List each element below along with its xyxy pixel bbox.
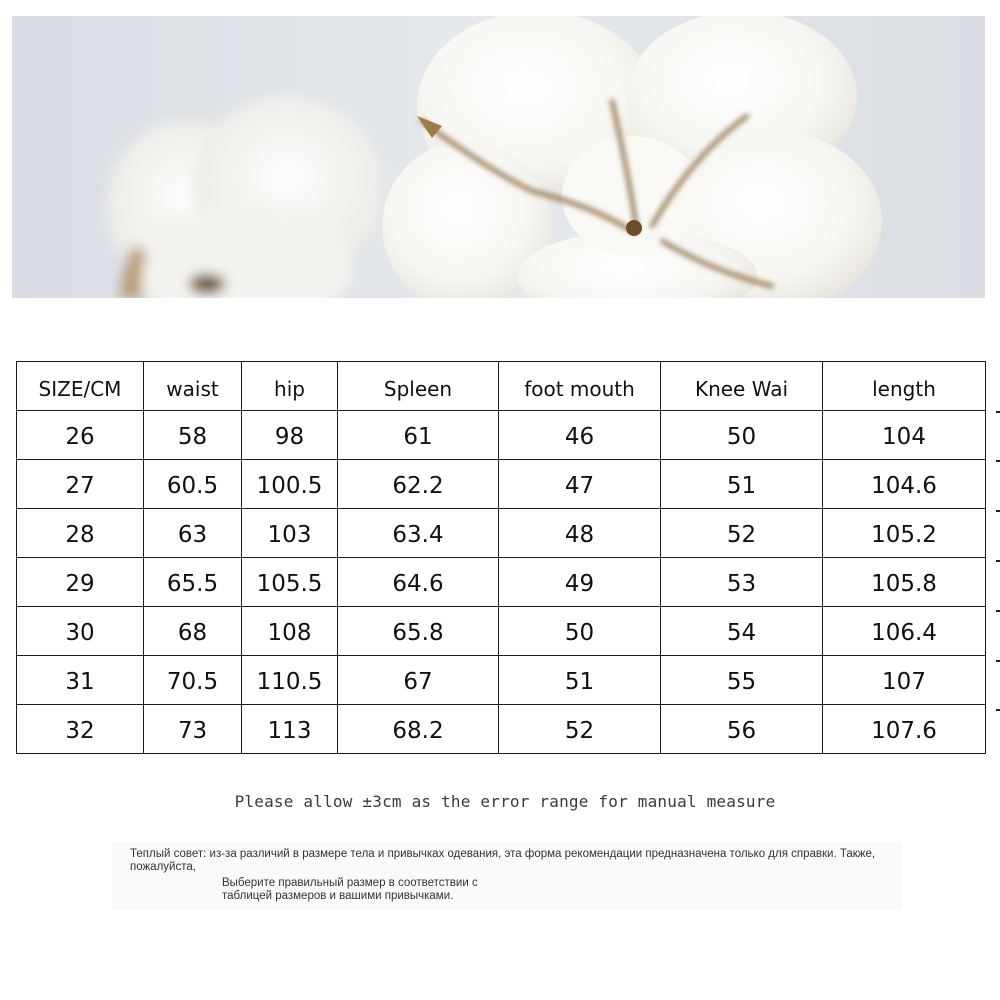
table-cell: 29: [17, 558, 144, 607]
header-waist: waist: [144, 362, 242, 411]
table-header-row: [17, 362, 986, 411]
table-cell: 50: [499, 607, 661, 656]
table-cell: 107.6: [823, 705, 986, 754]
table-cell: 103: [242, 509, 338, 558]
table-cell: 70.5: [144, 656, 242, 705]
table-cell: 105.5: [242, 558, 338, 607]
table-cell: 67: [338, 656, 499, 705]
table-cell: 28: [17, 509, 144, 558]
table-cell: 51: [661, 460, 823, 509]
edge-tick: [996, 460, 1000, 462]
table-cell: 61: [338, 411, 499, 460]
table-row: [17, 656, 986, 705]
header-length: length: [823, 362, 986, 411]
tip-text-line1: Теплый совет: из-за различий в размере тела и привычках одевания, эта форма рекомендации предназначена только для справки. Также, пожалуйста,: [130, 848, 876, 873]
table-cell: 107: [823, 656, 986, 705]
table-cell: 53: [661, 558, 823, 607]
table-cell: 60.5: [144, 460, 242, 509]
table-cell: 63: [144, 509, 242, 558]
size-chart-table: [16, 361, 986, 754]
table-cell: 56: [661, 705, 823, 754]
table-row: [17, 705, 986, 754]
edge-tick: [996, 411, 1000, 413]
table-cell: 27: [17, 460, 144, 509]
table-cell: 108: [242, 607, 338, 656]
edge-tick: [996, 660, 1000, 662]
tip-text-line2b: таблицей размеров и вашими привычками.: [222, 890, 454, 902]
table-cell: 47: [499, 460, 661, 509]
table-cell: 50: [661, 411, 823, 460]
edge-tick: [996, 560, 1000, 562]
table-cell: 105.8: [823, 558, 986, 607]
main-cotton-boll: [382, 16, 882, 298]
table-cell: 64.6: [338, 558, 499, 607]
table-cell: 113: [242, 705, 338, 754]
table-cell: 46: [499, 411, 661, 460]
table-cell: 51: [499, 656, 661, 705]
edge-tick: [996, 510, 1000, 512]
table-cell: 54: [661, 607, 823, 656]
table-cell: 104.6: [823, 460, 986, 509]
table-cell: 104: [823, 411, 986, 460]
edge-tick: [996, 610, 1000, 612]
table-row: [17, 558, 986, 607]
table-cell: 62.2: [338, 460, 499, 509]
table-cell: 48: [499, 509, 661, 558]
header-foot-mouth: foot mouth: [499, 362, 661, 411]
table-row: [17, 607, 986, 656]
tip-text-line2a: Выберите правильный размер в соответствии с: [222, 877, 478, 889]
table-row: [17, 411, 986, 460]
table-row: [17, 460, 986, 509]
header-spleen: Spleen: [338, 362, 499, 411]
table-cell: 26: [17, 411, 144, 460]
table-cell: 100.5: [242, 460, 338, 509]
table-cell: 105.2: [823, 509, 986, 558]
table-cell: 98: [242, 411, 338, 460]
header-knee: Knee Wai: [661, 362, 823, 411]
table-cell: 52: [499, 705, 661, 754]
table-cell: 68: [144, 607, 242, 656]
header-size: SIZE/CM: [17, 362, 144, 411]
table-cell: 106.4: [823, 607, 986, 656]
table-cell: 65.5: [144, 558, 242, 607]
table-cell: 73: [144, 705, 242, 754]
measurement-note: Please allow ±3cm as the error range for manual measure: [234, 792, 776, 811]
table-cell: 31: [17, 656, 144, 705]
table-cell: 58: [144, 411, 242, 460]
table-cell: 49: [499, 558, 661, 607]
table-cell: 63.4: [338, 509, 499, 558]
tip-text-line2: [222, 877, 552, 903]
table-cell: 30: [17, 607, 144, 656]
edge-tick: [996, 709, 1000, 711]
table-cell: 68.2: [338, 705, 499, 754]
table-row: [17, 509, 986, 558]
header-hip: hip: [242, 362, 338, 411]
table-cell: 65.8: [338, 607, 499, 656]
table-cell: 52: [661, 509, 823, 558]
cotton-banner-image: [12, 16, 985, 298]
table-cell: 55: [661, 656, 823, 705]
table-cell: 32: [17, 705, 144, 754]
table-cell: 110.5: [242, 656, 338, 705]
